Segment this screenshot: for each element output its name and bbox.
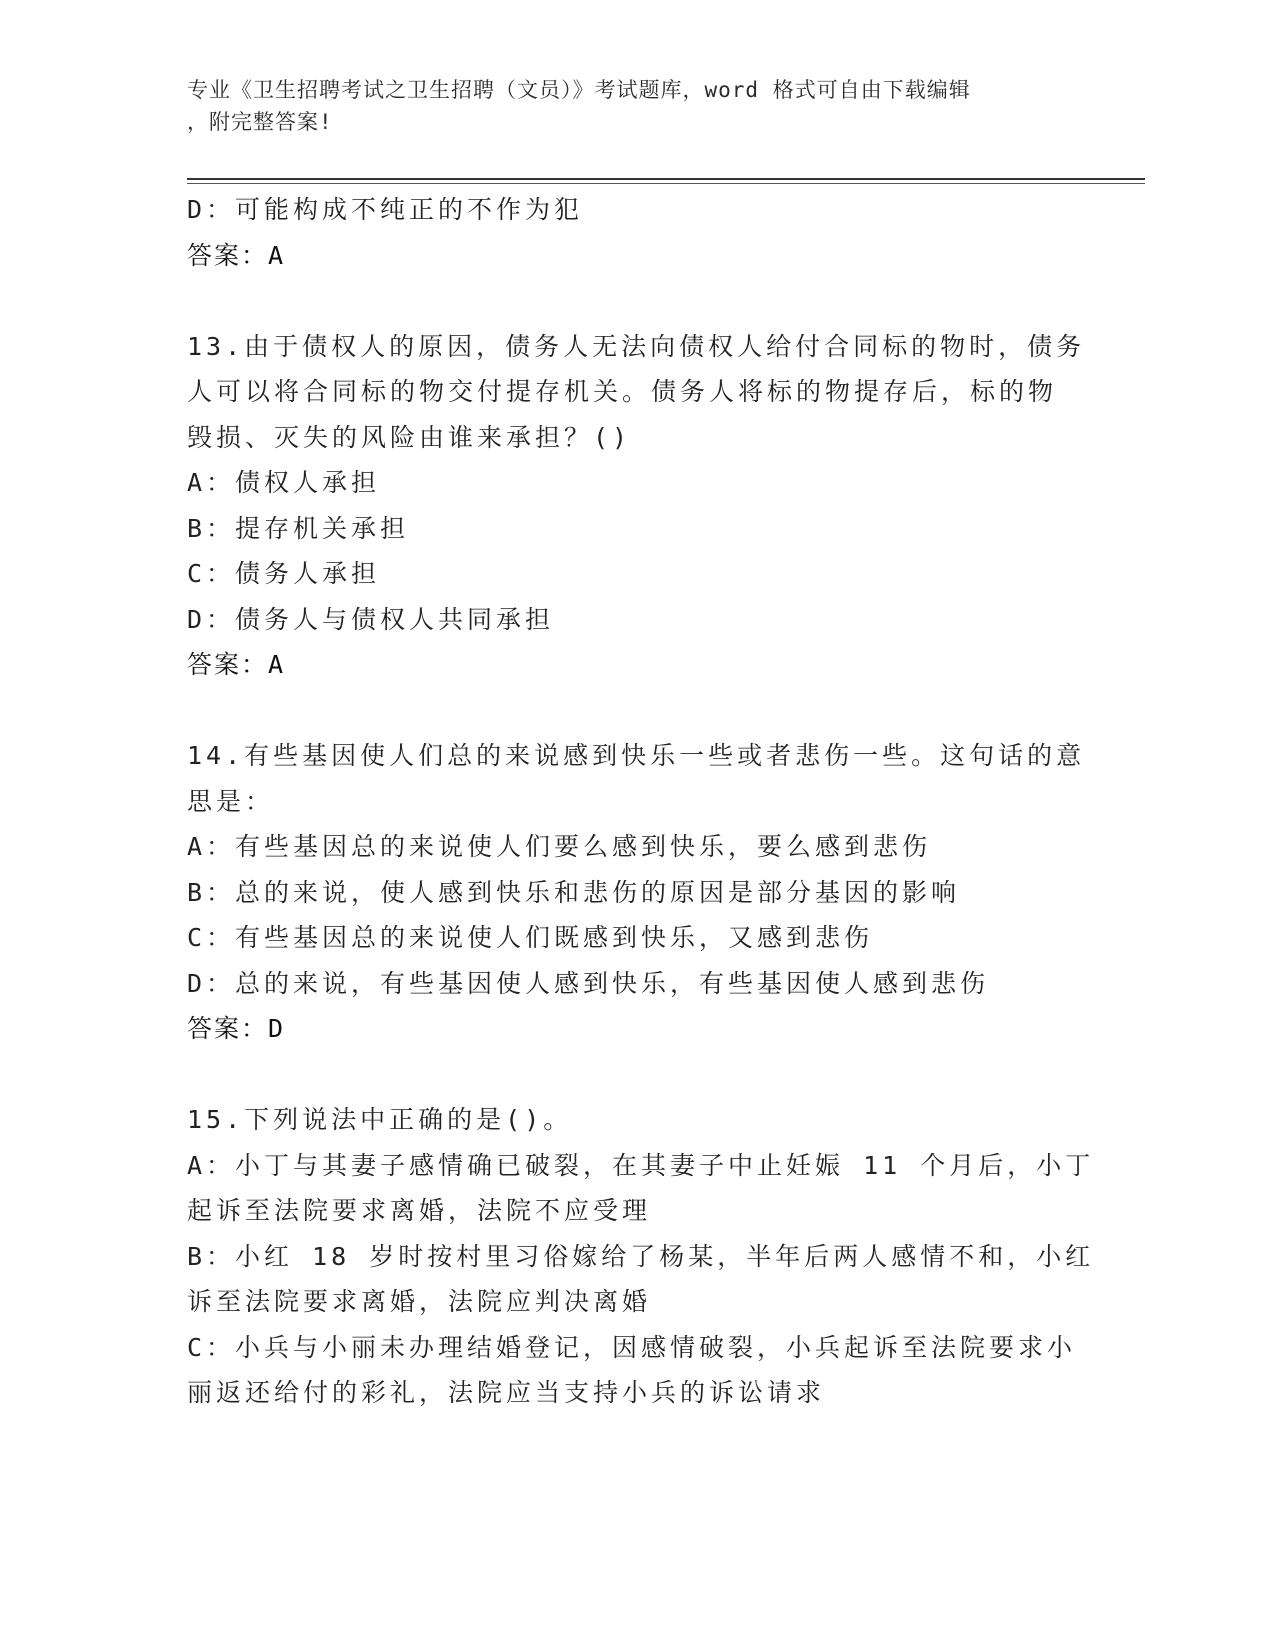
- q14-answer: 答案：D: [187, 1014, 286, 1043]
- spacer: [187, 688, 1087, 734]
- q15-option-a-line: A：小丁与其妻子感情确已破裂，在其妻子中止妊娠 11 个月后，小丁: [187, 1150, 1095, 1180]
- spacer: [187, 278, 1087, 324]
- q13-stem-line: 人可以将合同标的物交付提存机关。债务人将标的物提存后，标的物: [187, 377, 1058, 406]
- q13-answer: 答案：A: [187, 650, 286, 679]
- header-line-1: 专业《卫生招聘考试之卫生招聘（文员）》考试题库，word 格式可自由下载编辑: [187, 78, 971, 102]
- q15-option-b-line: 诉至法院要求离婚，法院应判决离婚: [187, 1287, 652, 1316]
- q14-option-d: D：总的来说，有些基因使人感到快乐，有些基因使人感到悲伤: [187, 968, 990, 998]
- question-list: [187, 187, 1095, 1416]
- q13-option-c: C：债务人承担: [187, 559, 381, 588]
- question-15: [187, 1097, 1095, 1416]
- q15-option-c-line: 丽返还给付的彩礼，法院应当支持小兵的诉讼请求: [187, 1378, 826, 1407]
- q15-option-b-line: B：小红 18 岁时按村里习俗嫁给了杨某，半年后两人感情不和，小红: [187, 1241, 1095, 1271]
- header-divider-thick: [187, 178, 1145, 180]
- q14-option-c: C：有些基因总的来说使人们既感到快乐，又感到悲伤: [187, 923, 874, 952]
- q15-stem-line: 15.下列说法中正确的是()。: [187, 1105, 573, 1134]
- q15-option-a-line: 起诉至法院要求离婚，法院不应受理: [187, 1196, 652, 1225]
- q13-stem-line: 毁损、灭失的风险由谁来承担？(): [187, 422, 632, 452]
- q13-stem-line: 13.由于债权人的原因，债务人无法向债权人给付合同标的物时，债务: [187, 331, 1086, 361]
- q13-option-a: A：债权人承担: [187, 468, 381, 497]
- q14-stem-line: 思是：: [187, 786, 275, 816]
- question-12: [187, 187, 1087, 278]
- question-14: [187, 733, 1087, 1052]
- document-header: [187, 74, 1067, 138]
- question-13: [187, 324, 1087, 688]
- q13-option-b: B：提存机关承担: [187, 513, 410, 543]
- header-divider-thin: [187, 183, 1145, 184]
- header-line-2: ，附完整答案!: [187, 110, 333, 134]
- q14-option-b: B：总的来说，使人感到快乐和悲伤的原因是部分基因的影响: [187, 877, 961, 907]
- q12-answer: 答案：A: [187, 240, 286, 270]
- q14-option-a: A：有些基因总的来说使人们要么感到快乐，要么感到悲伤: [187, 832, 932, 861]
- q12-option-d: D：可能构成不纯正的不作为犯: [187, 195, 584, 224]
- q14-stem-line: 14.有些基因使人们总的来说感到快乐一些或者悲伤一些。这句话的意: [187, 741, 1086, 770]
- q15-option-c-line: C：小兵与小丽未办理结婚登记，因感情破裂，小兵起诉至法院要求小: [187, 1332, 1077, 1362]
- spacer: [187, 1052, 1087, 1098]
- q13-option-d: D：债务人与债权人共同承担: [187, 604, 555, 634]
